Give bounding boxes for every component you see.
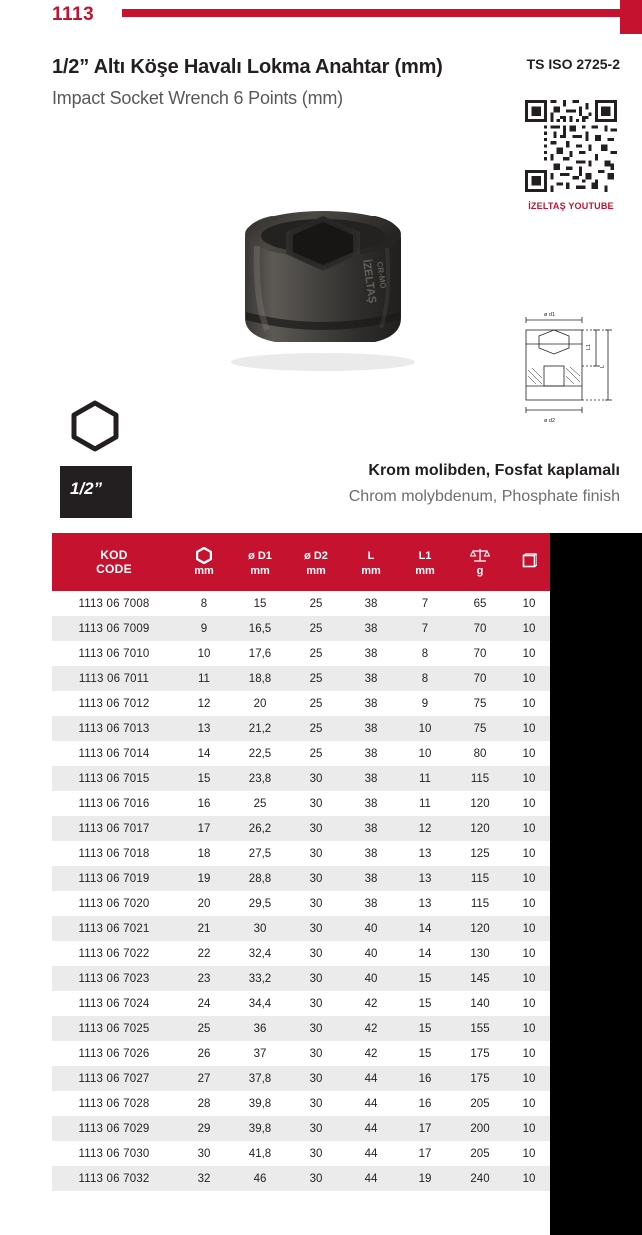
cell-l: 38	[344, 791, 398, 816]
cell-code: 1113 06 7029	[52, 1116, 176, 1141]
col-header-l1	[398, 533, 452, 591]
cell-d2: 30	[288, 841, 344, 866]
cell-code: 1113 06 7025	[52, 1016, 176, 1041]
cell-pack: 10	[508, 1166, 550, 1191]
cell-weight: 205	[452, 1141, 508, 1166]
cell-pack: 10	[508, 616, 550, 641]
cell-d1: 41,8	[232, 1141, 288, 1166]
cell-weight: 125	[452, 841, 508, 866]
table-row[interactable]	[52, 941, 550, 966]
cell-weight: 70	[452, 666, 508, 691]
cell-l: 38	[344, 616, 398, 641]
cell-d1: 15	[232, 591, 288, 616]
cell-d1: 28,8	[232, 866, 288, 891]
cell-hex: 8	[176, 591, 232, 616]
cell-hex: 16	[176, 791, 232, 816]
table-row[interactable]	[52, 716, 550, 741]
cell-hex: 9	[176, 616, 232, 641]
table-row[interactable]	[52, 641, 550, 666]
cell-l1: 17	[398, 1116, 452, 1141]
cell-weight: 115	[452, 866, 508, 891]
cell-code: 1113 06 7020	[52, 891, 176, 916]
cell-pack: 10	[508, 1066, 550, 1091]
cell-hex: 21	[176, 916, 232, 941]
col-header-l-unit: mm	[361, 564, 381, 577]
cell-l1: 13	[398, 891, 452, 916]
cell-l: 40	[344, 941, 398, 966]
spec-table-area	[52, 533, 550, 1191]
cell-pack: 10	[508, 916, 550, 941]
cell-pack: 10	[508, 741, 550, 766]
cell-code: 1113 06 7008	[52, 591, 176, 616]
red-rule	[122, 9, 620, 17]
cell-d1: 20	[232, 691, 288, 716]
cell-l: 40	[344, 916, 398, 941]
header-row	[52, 533, 550, 591]
cell-d2: 30	[288, 916, 344, 941]
cell-hex: 32	[176, 1166, 232, 1191]
col-header-l	[344, 533, 398, 591]
cell-d2: 30	[288, 1091, 344, 1116]
cell-hex: 14	[176, 741, 232, 766]
col-header-code-tr: KOD	[100, 548, 128, 562]
cell-l1: 11	[398, 791, 452, 816]
cell-weight: 115	[452, 891, 508, 916]
col-header-d2	[288, 533, 344, 591]
cell-d1: 23,8	[232, 766, 288, 791]
cell-hex: 12	[176, 691, 232, 716]
cell-l1: 14	[398, 916, 452, 941]
scale-icon	[452, 547, 508, 565]
cell-pack: 10	[508, 966, 550, 991]
drive-size-label: 1/2”	[70, 479, 103, 498]
cell-l1: 7	[398, 591, 452, 616]
table-row[interactable]	[52, 791, 550, 816]
cell-weight: 80	[452, 741, 508, 766]
cell-l: 42	[344, 991, 398, 1016]
spec-table-head	[52, 533, 550, 591]
cell-code: 1113 06 7015	[52, 766, 176, 791]
cell-l: 44	[344, 1066, 398, 1091]
table-row[interactable]	[52, 1116, 550, 1141]
cell-d2: 25	[288, 616, 344, 641]
cell-d1: 25	[232, 791, 288, 816]
cell-l: 38	[344, 591, 398, 616]
col-header-hex-unit: mm	[194, 564, 214, 577]
cell-l: 38	[344, 891, 398, 916]
cell-hex: 18	[176, 841, 232, 866]
cell-code: 1113 06 7028	[52, 1091, 176, 1116]
cell-pack: 10	[508, 891, 550, 916]
cell-d2: 30	[288, 1016, 344, 1041]
dim-label-l1: L1	[586, 343, 592, 350]
cell-hex: 22	[176, 941, 232, 966]
cell-code: 1113 06 7017	[52, 816, 176, 841]
cell-l1: 14	[398, 941, 452, 966]
cell-weight: 175	[452, 1066, 508, 1091]
cell-l1: 15	[398, 1041, 452, 1066]
cell-l1: 13	[398, 841, 452, 866]
table-row[interactable]	[52, 966, 550, 991]
col-header-hex	[176, 533, 232, 591]
page-title-en: Impact Socket Wrench 6 Points (mm)	[52, 88, 343, 108]
standard-label: TS ISO 2725-2	[526, 56, 620, 72]
col-header-d1	[232, 533, 288, 591]
cell-code: 1113 06 7024	[52, 991, 176, 1016]
cell-hex: 10	[176, 641, 232, 666]
cell-hex: 17	[176, 816, 232, 841]
table-row[interactable]	[52, 841, 550, 866]
cell-pack: 10	[508, 841, 550, 866]
cell-d1: 36	[232, 1016, 288, 1041]
cell-l1: 17	[398, 1141, 452, 1166]
cell-code: 1113 06 7023	[52, 966, 176, 991]
cell-d1: 29,5	[232, 891, 288, 916]
cell-d2: 25	[288, 591, 344, 616]
cell-code: 1113 06 7013	[52, 716, 176, 741]
cell-d2: 25	[288, 716, 344, 741]
table-row[interactable]	[52, 816, 550, 841]
cell-hex: 27	[176, 1066, 232, 1091]
cell-l: 38	[344, 866, 398, 891]
cell-l1: 13	[398, 866, 452, 891]
cell-pack: 10	[508, 641, 550, 666]
table-row[interactable]	[52, 741, 550, 766]
hexagon-icon	[176, 547, 232, 565]
cell-hex: 25	[176, 1016, 232, 1041]
cell-code: 1113 06 7030	[52, 1141, 176, 1166]
cell-l: 38	[344, 641, 398, 666]
svg-text:CR-MO: CR-MO	[375, 261, 388, 290]
col-header-l-label: L	[367, 549, 375, 562]
cell-pack: 10	[508, 591, 550, 616]
cell-l: 44	[344, 1091, 398, 1116]
cell-weight: 65	[452, 591, 508, 616]
cell-d2: 25	[288, 666, 344, 691]
cell-hex: 26	[176, 1041, 232, 1066]
cell-d2: 30	[288, 1066, 344, 1091]
material-text-tr: Krom molibden, Fosfat kaplamalı	[368, 462, 620, 479]
cell-l1: 10	[398, 716, 452, 741]
cell-d1: 27,5	[232, 841, 288, 866]
cell-d1: 22,5	[232, 741, 288, 766]
cell-l: 38	[344, 766, 398, 791]
cell-d2: 30	[288, 766, 344, 791]
qr-label: İZELTAŞ YOUTUBE	[528, 201, 614, 211]
col-header-l1-label: L1	[418, 549, 432, 562]
spec-table	[52, 533, 550, 1191]
table-row[interactable]	[52, 891, 550, 916]
cell-d1: 37,8	[232, 1066, 288, 1091]
product-code: 1113	[52, 4, 95, 25]
product-photo	[205, 190, 440, 375]
cell-pack: 10	[508, 791, 550, 816]
cell-d2: 30	[288, 791, 344, 816]
cell-l1: 11	[398, 766, 452, 791]
cell-hex: 24	[176, 991, 232, 1016]
dim-label-d2: ø d2	[544, 418, 556, 424]
table-row[interactable]	[52, 916, 550, 941]
cell-l: 44	[344, 1166, 398, 1191]
cell-weight: 130	[452, 941, 508, 966]
col-header-weight	[452, 533, 508, 591]
cell-code: 1113 06 7019	[52, 866, 176, 891]
cell-pack: 10	[508, 716, 550, 741]
table-row[interactable]	[52, 766, 550, 791]
cell-pack: 10	[508, 666, 550, 691]
page-title-tr: 1/2” Altı Köşe Havalı Lokma Anahtar (mm)	[52, 56, 443, 78]
cell-code: 1113 06 7021	[52, 916, 176, 941]
cell-d2: 30	[288, 941, 344, 966]
cell-d1: 21,2	[232, 716, 288, 741]
box-icon	[508, 553, 550, 571]
cell-d1: 34,4	[232, 991, 288, 1016]
cell-d1: 18,8	[232, 666, 288, 691]
cell-weight: 70	[452, 641, 508, 666]
table-row[interactable]	[52, 591, 550, 616]
cell-d1: 30	[232, 916, 288, 941]
cell-code: 1113 06 7016	[52, 791, 176, 816]
cell-d2: 25	[288, 641, 344, 666]
table-row[interactable]	[52, 1091, 550, 1116]
cell-l: 38	[344, 816, 398, 841]
qr-block	[522, 100, 620, 211]
cell-pack: 10	[508, 941, 550, 966]
cell-code: 1113 06 7022	[52, 941, 176, 966]
col-header-code-en: CODE	[96, 562, 132, 576]
cell-code: 1113 06 7032	[52, 1166, 176, 1191]
cell-l: 38	[344, 741, 398, 766]
cell-d2: 30	[288, 866, 344, 891]
cell-d1: 46	[232, 1166, 288, 1191]
cell-l1: 15	[398, 1016, 452, 1041]
cell-l1: 15	[398, 966, 452, 991]
table-row[interactable]	[52, 1066, 550, 1091]
col-header-d1-unit: mm	[250, 564, 270, 577]
red-corner-block	[620, 0, 642, 34]
cell-d1: 39,8	[232, 1116, 288, 1141]
cell-code: 1113 06 7009	[52, 616, 176, 641]
cell-l1: 16	[398, 1091, 452, 1116]
cell-hex: 29	[176, 1116, 232, 1141]
cell-weight: 115	[452, 766, 508, 791]
cell-code: 1113 06 7010	[52, 641, 176, 666]
cell-pack: 10	[508, 816, 550, 841]
drive-size-badge	[60, 466, 132, 518]
cell-d2: 25	[288, 691, 344, 716]
cell-l: 38	[344, 841, 398, 866]
cell-d2: 30	[288, 966, 344, 991]
cell-l: 42	[344, 1016, 398, 1041]
table-row[interactable]	[52, 1141, 550, 1166]
cell-d2: 25	[288, 741, 344, 766]
cell-pack: 10	[508, 766, 550, 791]
cell-hex: 28	[176, 1091, 232, 1116]
cell-l: 40	[344, 966, 398, 991]
col-header-code	[52, 533, 176, 591]
cell-weight: 155	[452, 1016, 508, 1041]
cell-hex: 15	[176, 766, 232, 791]
col-header-l1-unit: mm	[415, 564, 435, 577]
cell-d2: 30	[288, 1116, 344, 1141]
col-header-pack	[508, 533, 550, 591]
cell-d2: 30	[288, 1141, 344, 1166]
cell-pack: 10	[508, 991, 550, 1016]
cell-code: 1113 06 7011	[52, 666, 176, 691]
cell-l1: 15	[398, 991, 452, 1016]
cell-d1: 26,2	[232, 816, 288, 841]
cell-d1: 39,8	[232, 1091, 288, 1116]
cell-weight: 205	[452, 1091, 508, 1116]
cell-l1: 10	[398, 741, 452, 766]
cell-d2: 30	[288, 816, 344, 841]
cell-weight: 75	[452, 691, 508, 716]
dim-label-d1: ø d1	[544, 312, 556, 318]
cell-code: 1113 06 7018	[52, 841, 176, 866]
cell-hex: 23	[176, 966, 232, 991]
qr-code-icon[interactable]	[525, 100, 617, 192]
cell-l1: 8	[398, 666, 452, 691]
cell-d2: 30	[288, 1041, 344, 1066]
cell-d2: 30	[288, 991, 344, 1016]
table-row[interactable]	[52, 866, 550, 891]
cell-pack: 10	[508, 691, 550, 716]
cell-l1: 12	[398, 816, 452, 841]
cell-l1: 19	[398, 1166, 452, 1191]
svg-text:İZELTAŞ: İZELTAŞ	[360, 258, 379, 305]
cell-hex: 30	[176, 1141, 232, 1166]
cell-pack: 10	[508, 1141, 550, 1166]
cell-l1: 16	[398, 1066, 452, 1091]
cell-pack: 10	[508, 866, 550, 891]
cell-hex: 20	[176, 891, 232, 916]
cell-l: 44	[344, 1116, 398, 1141]
spec-table-body	[52, 591, 550, 1191]
cell-pack: 10	[508, 1091, 550, 1116]
cell-d1: 32,4	[232, 941, 288, 966]
cell-pack: 10	[508, 1116, 550, 1141]
cell-hex: 13	[176, 716, 232, 741]
cell-d1: 17,6	[232, 641, 288, 666]
table-row[interactable]	[52, 1016, 550, 1041]
cell-weight: 140	[452, 991, 508, 1016]
cell-weight: 120	[452, 816, 508, 841]
cell-d1: 16,5	[232, 616, 288, 641]
cell-pack: 10	[508, 1016, 550, 1041]
cell-code: 1113 06 7014	[52, 741, 176, 766]
cell-weight: 145	[452, 966, 508, 991]
cell-code: 1113 06 7026	[52, 1041, 176, 1066]
cell-d1: 37	[232, 1041, 288, 1066]
col-header-weight-unit: g	[476, 564, 484, 577]
table-row[interactable]	[52, 666, 550, 691]
cell-l: 38	[344, 691, 398, 716]
cell-l1: 9	[398, 691, 452, 716]
col-header-d2-unit: mm	[306, 564, 326, 577]
cell-pack: 10	[508, 1041, 550, 1066]
table-row[interactable]	[52, 691, 550, 716]
cell-code: 1113 06 7012	[52, 691, 176, 716]
cell-weight: 120	[452, 916, 508, 941]
cell-weight: 200	[452, 1116, 508, 1141]
col-header-d1-label: ø D1	[248, 549, 272, 562]
cell-weight: 240	[452, 1166, 508, 1191]
cell-l: 44	[344, 1141, 398, 1166]
cell-l: 42	[344, 1041, 398, 1066]
cell-code: 1113 06 7027	[52, 1066, 176, 1091]
cell-weight: 120	[452, 791, 508, 816]
cell-d2: 30	[288, 891, 344, 916]
cell-d1: 33,2	[232, 966, 288, 991]
cell-l: 38	[344, 716, 398, 741]
hexagon-icon	[68, 400, 122, 452]
col-header-d2-label: ø D2	[304, 549, 328, 562]
top-bar	[0, 0, 642, 34]
cell-d2: 30	[288, 1166, 344, 1191]
material-text-en: Chrom molybdenum, Phosphate finish	[348, 488, 620, 505]
dim-label-l: L	[600, 364, 606, 368]
table-row[interactable]	[52, 616, 550, 641]
cell-l: 38	[344, 666, 398, 691]
cell-weight: 70	[452, 616, 508, 641]
technical-drawing	[504, 310, 624, 435]
cell-l1: 8	[398, 641, 452, 666]
cell-weight: 75	[452, 716, 508, 741]
cell-l1: 7	[398, 616, 452, 641]
cell-hex: 19	[176, 866, 232, 891]
black-margin-block	[550, 533, 642, 1235]
cell-weight: 175	[452, 1041, 508, 1066]
table-row[interactable]	[52, 1041, 550, 1066]
cell-hex: 11	[176, 666, 232, 691]
table-row[interactable]	[52, 1166, 550, 1191]
table-row[interactable]	[52, 991, 550, 1016]
